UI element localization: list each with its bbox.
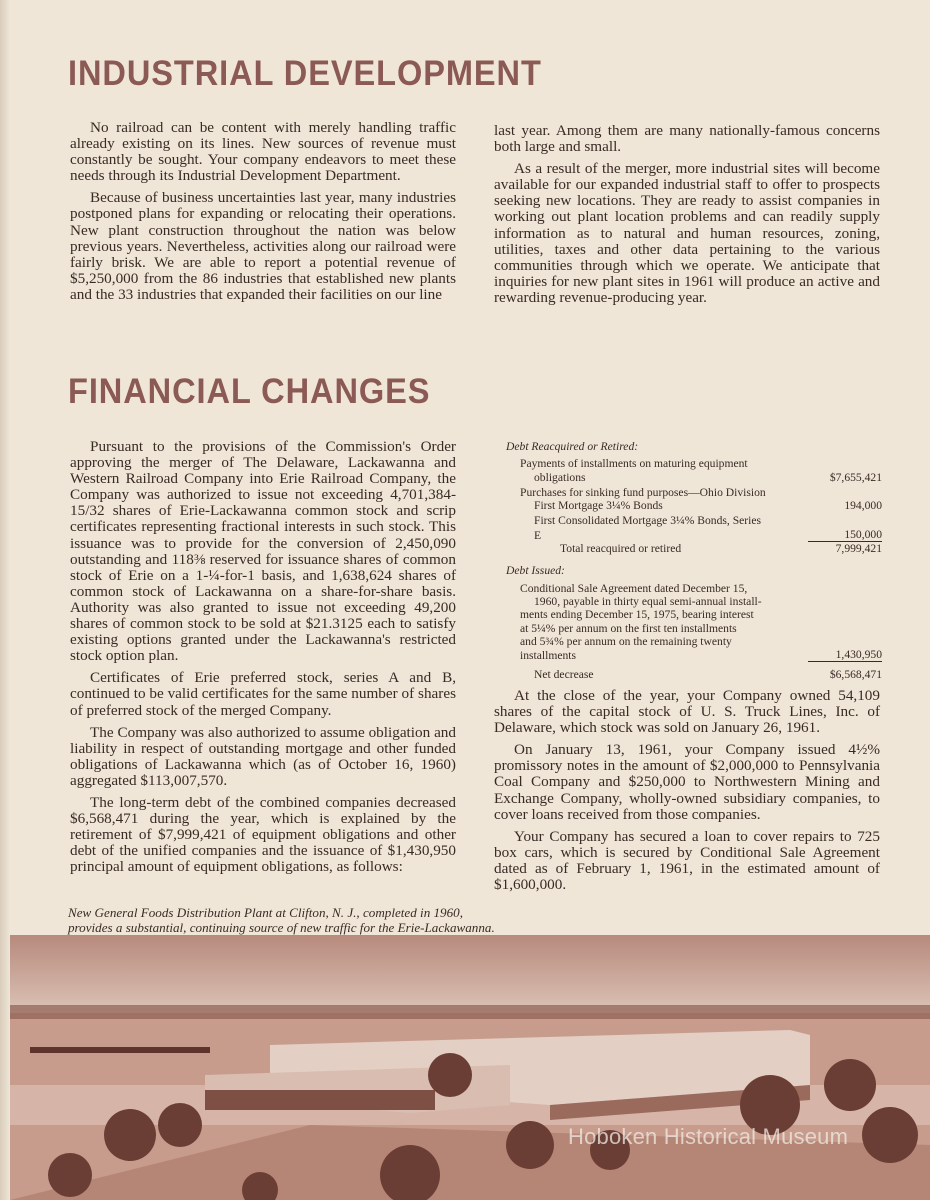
- financial-paragraph-7: Your Company has secured a loan to cover repairs to 725 box cars, which is secured by Conditional Sale Agreement dated as of February 1, 1961, in the estimated amount of $1,600,000.: [494, 827, 880, 894]
- debt-row-1-amount: $7,655,421: [829, 470, 882, 484]
- financial-paragraph-6: On January 13, 1961, your Company issued 4½% promissory notes in the amount of $2,000,000 to Pennsylvania Coal Company and $250,000 to Northwestern Mining and Exchange Company, wholly-owned subsidiary companies, to cover loans received from those companies.: [494, 741, 880, 823]
- industrial-heading: INDUSTRIAL DEVELOPMENT: [68, 54, 542, 93]
- industrial-right-column: [494, 123, 880, 312]
- industrial-paragraph-1: No railroad can be content with merely handling traffic already existing on its lines. New sources of revenue must constantly be sought. Your company endeavors to meet these needs through its Industrial Development Department.: [70, 119, 456, 185]
- financial-paragraph-2: Certificates of Erie preferred stock, series A and B, continued to be valid certificates for the same number of shares of preferred stock of the merged Company.: [70, 669, 456, 719]
- debt-retired-heading: Debt Reacquired or Retired:: [506, 440, 639, 453]
- horizon-treeline: [10, 1005, 930, 1019]
- debt-net-amount: $6,568,471: [829, 668, 882, 682]
- debt-row-2-line-a: Purchases for sinking fund purposes—Ohio Division: [520, 485, 766, 499]
- debt-issued-line-b: 1960, payable in thirty equal semi-annual install-: [534, 594, 762, 608]
- industrial-paragraph-4: As a result of the merger, more industrial sites will become available for our expanded industrial staff to offer to prospects seeking new locations. They are ready to assist companies in working out plant location problems and can readily supply information as to natural and human resources, zoning, utilities, taxes and other data pertaining to the various communities through which we operate. We anticipate that inquiries for new plant sites in 1961 will produce an active and rewarding revenue-producing year.: [494, 160, 880, 306]
- debt-issued-label: installments: [520, 649, 577, 663]
- debt-issued-line-c: ments ending December 15, 1975, bearing interest: [520, 608, 754, 622]
- debt-row-1-label: obligations: [534, 470, 586, 484]
- debt-row-2: [506, 499, 882, 512]
- financial-paragraph-1: Pursuant to the provisions of the Commission's Order approving the merger of The Delaware, Lackawanna and Western Railroad Company into Erie Railroad Company, the Company was authorized to issue not exceeding 4,701,384-15/32 shares of Erie-Lackawanna common stock and scrip certificates representing fractional interests in such stock. This issuance was to provide for the conversion of 2,450,090 outstanding and 118⅜ reserved for issuance shares of common stock of Erie on a 1-¼-for-1 basis, and 1,638,624 shares of common stock of Lackawanna on a share-for-share basis. Authority was also granted to issue not exceeding 49,200 shares of common stock to be sold at $21.3125 each to satisfy existing options granted under the Lackawanna's restricted stock option plan.: [70, 438, 456, 665]
- financial-paragraph-4: The long-term debt of the combined companies decreased $6,568,471 during the year, which is explained by the retirement of $7,999,421 of equipment obligations and other debt of the unified companies and the issuance of $1,430,950 principal amount of equipment obligations, as follows:: [70, 793, 456, 876]
- industrial-paragraph-3: last year. Among them are many nationally-famous concerns both large and small.: [494, 122, 880, 156]
- debt-row-3-amount: 150,000: [808, 528, 882, 542]
- distant-train: [30, 1047, 210, 1053]
- sky: [10, 935, 930, 1015]
- debt-issued-row: [506, 648, 882, 662]
- caption-line-1: New General Foods Distribution Plant at Clifton, N. J., completed in 1960,: [68, 905, 463, 920]
- office-facade: [205, 1090, 435, 1110]
- debt-row-3: [506, 528, 882, 542]
- debt-issued-heading: Debt Issued:: [506, 564, 565, 578]
- debt-total-label: Total reacquired or retired: [560, 542, 682, 556]
- debt-row-1: [506, 471, 882, 484]
- debt-row-2-amount: 194,000: [844, 499, 882, 513]
- museum-watermark: Hoboken Historical Museum: [568, 1124, 849, 1149]
- debt-issued-amount: 1,430,950: [808, 648, 882, 662]
- debt-total-amount: 7,999,421: [835, 542, 882, 556]
- debt-row-3-line-a: First Consolidated Mortgage 3¼% Bonds, Series: [534, 514, 762, 528]
- financial-right-column: [494, 688, 880, 899]
- financial-heading: FINANCIAL CHANGES: [68, 372, 431, 411]
- plant-illustration: [10, 935, 930, 1200]
- debt-net-label: Net decrease: [534, 668, 594, 682]
- debt-table: [506, 440, 882, 682]
- debt-total-row: [506, 542, 882, 555]
- photo-caption: [68, 905, 628, 935]
- industrial-paragraph-2: Because of business uncertainties last year, many industries postponed plans for expanding or relocating their operations. New plant construction throughout the nation was below previous years. Nevertheless, activities along our railroad were fairly brisk. We are able to report a potential revenue of $5,250,000 from the 86 industries that established new plants and the 33 industries that expanded their facilities on our line: [70, 189, 456, 303]
- debt-issued-line-a: Conditional Sale Agreement dated December 15,: [520, 581, 748, 595]
- debt-row-2-label: First Mortgage 3¼% Bonds: [534, 499, 663, 513]
- debt-row-1-line-a: Payments of installments on maturing equipment: [520, 457, 748, 471]
- page-edge: [0, 0, 10, 1200]
- financial-paragraph-5: At the close of the year, your Company owned 54,109 shares of the capital stock of U. S. Truck Lines, Inc. of Delaware, which stock was sold on January 26, 1961.: [494, 687, 880, 737]
- industrial-left-column: [70, 120, 456, 309]
- debt-row-3-label: E: [534, 528, 542, 542]
- debt-issued-line-d: at 5¼% per annum on the first ten installments: [520, 621, 737, 635]
- debt-issued-line-e: and 5¾% per annum on the remaining twenty: [520, 634, 732, 648]
- caption-line-2: provides a substantial, continuing source of new traffic for the Erie-Lackawanna.: [68, 920, 495, 935]
- debt-net-row: [506, 668, 882, 681]
- financial-paragraph-3: The Company was also authorized to assume obligation and liability in respect of outstanding mortgage and other funded obligations of Lackawanna which (as of October 16, 1960) aggregated $113,007,570.: [70, 723, 456, 789]
- financial-left-column: [70, 439, 456, 881]
